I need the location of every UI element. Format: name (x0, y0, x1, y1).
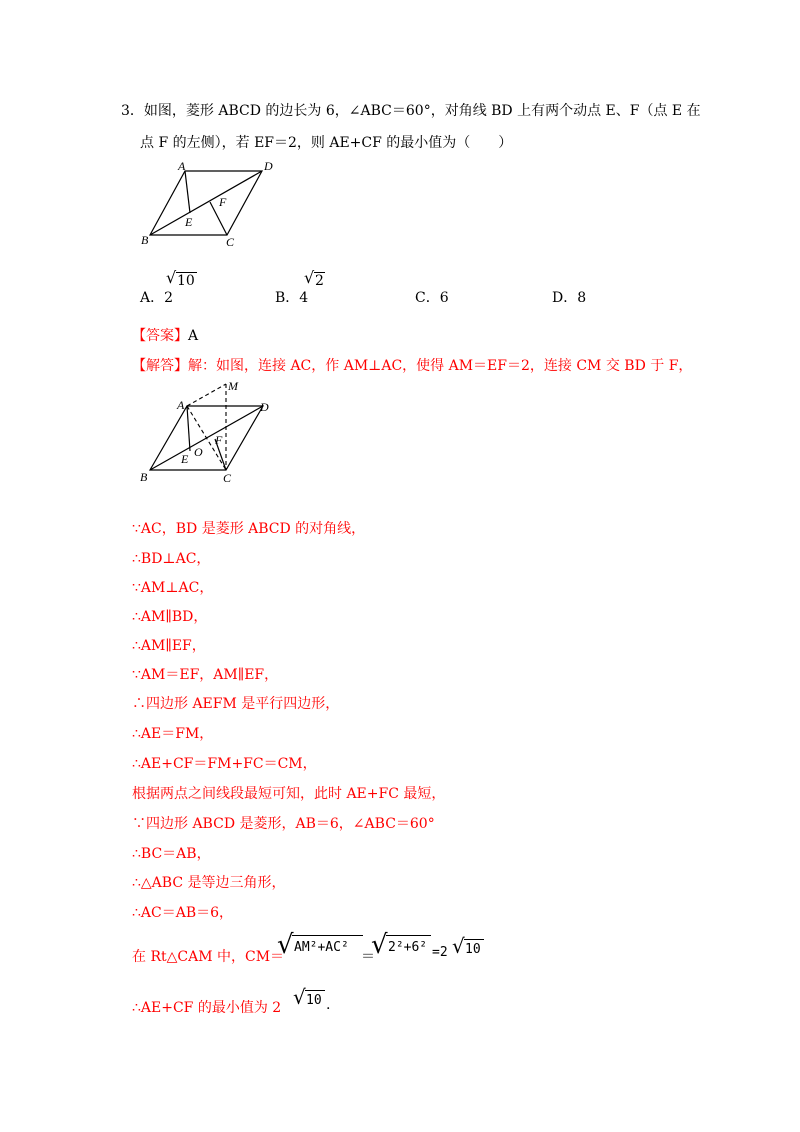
label-f: F (219, 195, 227, 209)
label-m: M (228, 379, 238, 393)
label-o: O (194, 445, 203, 459)
answer-value: A (188, 328, 199, 344)
label-f-2: F (215, 433, 223, 447)
option-b[interactable]: B．4 (275, 290, 309, 306)
question-text-1: 如图，菱形 ABCD 的边长为 6，∠ABC＝60°，对角线 BD 上有两个动点 E、F（点 E 在 (143, 103, 701, 119)
solution-step: ∴AM∥BD， (132, 609, 208, 625)
label-e: E (185, 215, 193, 229)
label-c-2: C (223, 471, 232, 485)
solution-step: ∵AC，BD 是菱形 ABCD 的对角线， (132, 521, 366, 537)
segment-am (187, 384, 226, 406)
rt-eq-1: ＝ (361, 949, 375, 965)
question-line-2: 点 F 的左侧），若 EF＝2，则 AE+CF 的最小值为（ ） (140, 135, 513, 151)
solution-figure (135, 378, 295, 490)
segment-ae-2 (187, 406, 190, 451)
option-a[interactable]: A．2 (140, 290, 174, 306)
solution-intro-text: 解：如图，连接 AC，作 AM⊥AC，使得 AM＝EF＝2，连接 CM 交 BD 于 F， (188, 358, 693, 374)
diagonal-bd (150, 171, 262, 235)
option-d[interactable]: D．8 (552, 290, 587, 306)
rhombus-figure (130, 158, 290, 250)
option-a-radical: √ 10 (166, 268, 176, 287)
solution-step: ∵四边形 ABCD 是菱形，AB＝6，∠ABC＝60° (132, 816, 435, 832)
solution-step: ∴AE+CF＝FM+FC＝CM， (132, 756, 317, 772)
label-b-2: B (140, 470, 148, 484)
solution-step: ∵AM＝EF，AM∥EF， (132, 667, 279, 683)
answer-tag: 【答案】 (132, 328, 188, 344)
segment-ae (185, 171, 190, 213)
radical-2-6: √ 2²+6² (371, 930, 388, 960)
label-c: C (226, 235, 235, 249)
radical-10: √ 10 (452, 934, 465, 958)
answer-line (132, 325, 198, 345)
solution-step: ∴四边形 AEFM 是平行四边形， (132, 696, 340, 712)
solution-step: ∴BD⊥AC， (132, 551, 211, 567)
radical-am-ac: √ AM²+AC² (277, 930, 294, 960)
solution-step: 根据两点之间线段最短可知，此时 AE+FC 最短， (132, 786, 446, 802)
option-c[interactable]: C．6 (415, 290, 449, 306)
solution-intro (132, 355, 692, 375)
rt-line-prefix: 在 Rt△CAM 中，CM＝ (132, 949, 285, 965)
solution-step: ∵AM⊥AC， (132, 580, 214, 596)
label-d-2: D (260, 400, 269, 414)
solution-step: ∴△ABC 是等边三角形， (132, 875, 286, 891)
solution-step: ∴AC＝AB＝6， (132, 905, 234, 921)
label-a-2: A (177, 398, 185, 412)
option-b-radical: √ 2 (304, 268, 324, 289)
label-d: D (264, 159, 273, 173)
question-line-1 (121, 100, 701, 120)
solution-step: ∴BC＝AB， (132, 846, 211, 862)
final-line-prefix: ∴AE+CF 的最小值为 2 (132, 1000, 282, 1016)
final-radical: √ 10 (293, 985, 306, 1009)
solution-step: ∴AE＝FM， (132, 726, 214, 742)
final-line-suffix: . (326, 997, 331, 1013)
question-number: 3． (121, 103, 144, 119)
label-e-2: E (181, 452, 189, 466)
label-a: A (178, 159, 186, 173)
label-b: B (141, 233, 149, 247)
solution-step: ∴AM∥EF， (132, 638, 206, 654)
rt-eq-2: =2 (432, 945, 448, 960)
solution-tag: 【解答】 (132, 358, 188, 374)
